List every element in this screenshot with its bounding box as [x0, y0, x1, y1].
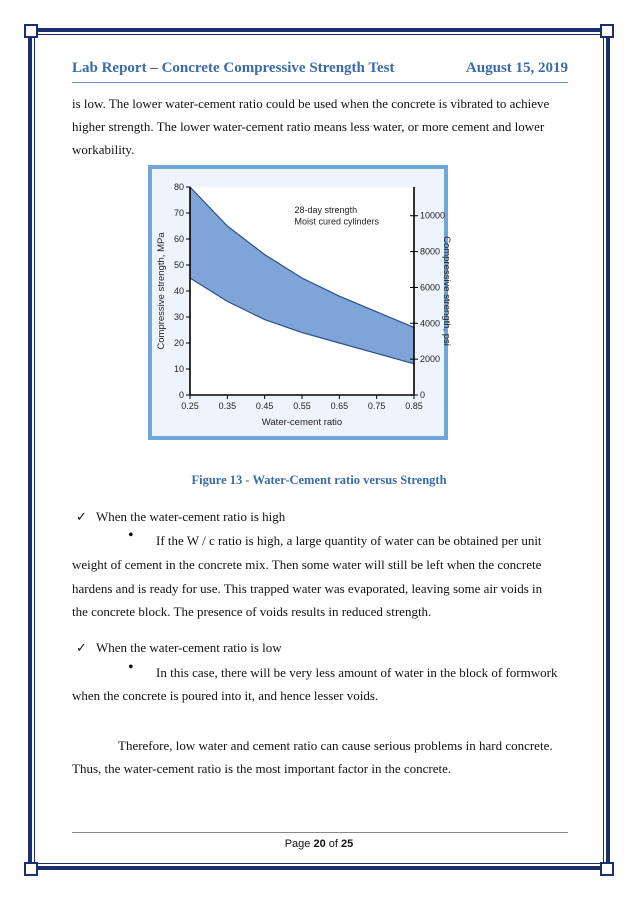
footer-divider — [72, 832, 568, 833]
y-tick-label: 40 — [173, 286, 184, 296]
x-tick-label: 0.65 — [330, 401, 349, 411]
section1-check: When the water-cement ratio is high — [96, 509, 286, 524]
y-axis-label: Compressive strength, MPa — [156, 232, 167, 350]
section2-check: When the water-cement ratio is low — [96, 640, 282, 655]
section1-bullet-line-1: If the W / c ratio is high, a large quantity of water can be obtained per unit — [156, 533, 542, 548]
conclusion-line-1: Therefore, low water and cement ratio can cause serious problems in hard concrete. — [118, 738, 553, 753]
x-tick-label: 0.35 — [218, 401, 237, 411]
check-icon: ✓ — [76, 640, 87, 655]
page-header — [72, 60, 568, 80]
y-right-axis-label: Compressive strength, psi — [441, 236, 452, 346]
y-tick-label: 20 — [173, 338, 184, 348]
corner-ornament-tl — [24, 24, 38, 38]
bullet-icon: • — [128, 659, 134, 676]
footer-page-total: 25 — [341, 838, 354, 850]
corner-ornament-bl — [24, 862, 38, 876]
chart-annotation-line-2: Moist cured cylinders — [294, 216, 380, 227]
y-tick-label: 0 — [178, 390, 184, 400]
conclusion-line-2: Thus, the water-cement ratio is the most important factor in the concrete. — [72, 761, 452, 776]
section1-line-2: weight of cement in the concrete mix. Then some water will still be left when the concrete — [72, 557, 542, 572]
intro-line-3: workability. — [72, 142, 135, 157]
x-tick-label: 0.85 — [405, 401, 423, 411]
corner-ornament-tr — [600, 24, 614, 38]
strength-chart — [152, 169, 452, 436]
header-date: August 15, 2019 — [465, 60, 568, 76]
x-tick-label: 0.25 — [181, 401, 199, 411]
y-right-tick-label: 6000 — [420, 282, 441, 293]
strength-chart-figure — [148, 165, 452, 440]
section2-line-2: when the concrete is poured into it, and hence lesser voids. — [72, 688, 379, 703]
y-tick-label: 70 — [173, 208, 184, 218]
y-right-tick-label: 0 — [420, 390, 426, 400]
page-footer — [0, 838, 638, 850]
corner-ornament-br — [600, 862, 614, 876]
y-tick-label: 50 — [173, 260, 184, 270]
y-tick-label: 10 — [173, 364, 184, 374]
footer-page-number: 20 — [313, 838, 326, 850]
y-right-tick-label: 8000 — [420, 246, 441, 257]
x-tick-label: 0.75 — [367, 401, 386, 411]
y-right-tick-label: 2000 — [420, 354, 441, 365]
bullet-icon: • — [128, 527, 134, 544]
footer-page-prefix: Page — [284, 838, 314, 850]
section1-line-3: hardens and is ready for use. This trapped water was evaporated, leaving some air voids in — [72, 581, 543, 596]
section2-bullet-line-1: In this case, there will be very less amount of water in the block of formwork — [156, 665, 558, 680]
x-axis-label: Water-cement ratio — [261, 417, 343, 428]
chart-annotation-line-1: 28-day strength — [294, 205, 358, 215]
y-right-tick-label: 4000 — [420, 318, 441, 329]
check-icon: ✓ — [76, 509, 87, 524]
header-divider — [72, 82, 568, 83]
x-tick-label: 0.55 — [293, 401, 311, 411]
y-tick-label: 80 — [173, 182, 184, 192]
figure-caption: Figure 13 - Water-Cement ratio versus Strength — [191, 473, 447, 487]
y-right-tick-label: 10000 — [420, 210, 446, 221]
intro-line-2: higher strength. The lower water-cement ratio means less water, or more cement and lower — [72, 119, 545, 134]
intro-line-1: is low. The lower water-cement ratio could be used when the concrete is vibrated to achieve — [72, 96, 550, 111]
header-title: Lab Report – Concrete Compressive Strength Test — [72, 60, 395, 76]
footer-of: of — [325, 838, 342, 850]
x-tick-label: 0.45 — [255, 401, 274, 411]
section1-line-4: the concrete block. The presence of voids results in reduced strength. — [72, 604, 432, 619]
y-tick-label: 30 — [173, 312, 184, 322]
y-tick-label: 60 — [173, 234, 184, 244]
